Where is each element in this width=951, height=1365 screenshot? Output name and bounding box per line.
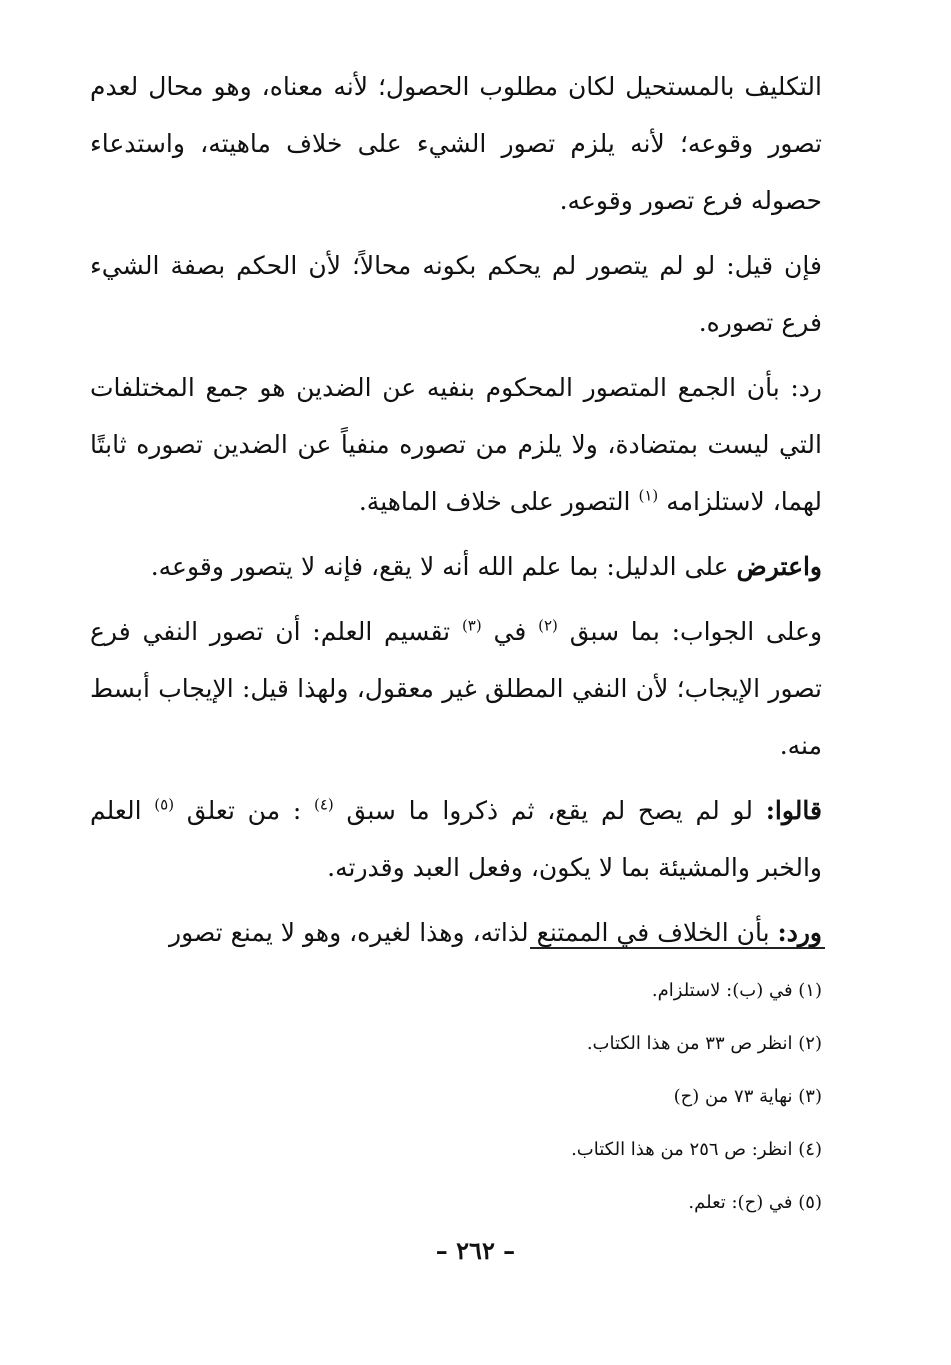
footnotes-list: [90, 964, 822, 1229]
footnote-divider: [530, 947, 825, 949]
footnote-4: (٤) انظر: ص ٢٥٦ من هذا الكتاب.: [571, 1139, 822, 1160]
footnote-ref-5: (٥): [154, 795, 175, 814]
paragraph-6-text: لو لم يصح لم يقع، ثم ذكروا ما سبق: [346, 796, 753, 825]
paragraph-6: [90, 782, 822, 896]
page-number: – ٢٦٢ –: [435, 1236, 516, 1265]
paragraph-5-tail: في: [493, 617, 527, 646]
paragraph-3: [90, 359, 822, 530]
paragraph-6-tail2: العلم والخبر والمشيئة بما لا يكون، وفعل العبد وقدرته.: [90, 796, 822, 882]
footnote-2: (٢) انظر ص ٣٣ من هذا الكتاب.: [586, 1033, 822, 1054]
footnote-ref-1: (١): [638, 486, 659, 505]
paragraph-2: [90, 237, 822, 351]
footnote-3: (٣) نهاية ٧٣ من (ح): [673, 1086, 822, 1107]
paragraph-7-lead: ورد:: [777, 918, 822, 947]
paragraph-3-text: رد: بأن الجمع المتصور المحكوم بنفيه عن الضدين هو جمع المختلفات التي ليست بمتضادة، ولا يلزم من تصوره منفياً عن الضدين تصوره ثابتًا لهما، لاستلزامه: [90, 373, 822, 516]
paragraph-7: [90, 904, 822, 961]
footnote-ref-4: (٤): [314, 795, 334, 814]
paragraph-1: [90, 58, 822, 229]
footnote-ref-3: (٣): [461, 616, 482, 635]
paragraph-7-text: بأن الخلاف في الممتنع لذاته، وهذا لغيره، وهو لا يمنع تصور: [169, 918, 770, 947]
paragraph-6-tail: : من تعلق: [186, 796, 302, 825]
paragraph-2-text: فإن قيل: لو لم يتصور لم يحكم بكونه محالاً؛ لأن الحكم بصفة الشيء فرع تصوره.: [90, 251, 822, 337]
paragraph-4-text: على الدليل: بما علم الله أنه لا يقع، فإنه لا يتصور وقوعه.: [150, 552, 729, 581]
paragraph-4: [90, 538, 822, 595]
paragraph-4-lead: واعترض: [736, 552, 822, 581]
paragraph-6-lead: قالوا:: [765, 796, 822, 825]
paragraph-3-tail: التصور على خلاف الماهية.: [358, 487, 631, 516]
paragraph-5-text: وعلى الجواب: بما سبق: [569, 617, 823, 646]
main-text: [90, 58, 822, 969]
footnote-5: (٥) في (ح): تعلم.: [688, 1192, 822, 1213]
footnote-ref-2: (٢): [538, 616, 558, 635]
paragraph-1-text: التكليف بالمستحيل لكان مطلوب الحصول؛ لأنه معناه، وهو محال لعدم تصور وقوعه؛ لأنه يلزم تصور الشيء على خلاف ماهيته، واستدعاء حصوله فرع تصور وقوعه.: [90, 72, 822, 215]
paragraph-5-tail2: تقسيم العلم: أن تصور النفي فرع تصور الإيجاب؛ لأن النفي المطلق غير معقول، ولهذا قيل: الإيجاب أبسط منه.: [90, 617, 822, 760]
paragraph-5: [90, 603, 822, 774]
footnote-1: (١) في (ب): لاستلزام.: [651, 980, 822, 1001]
